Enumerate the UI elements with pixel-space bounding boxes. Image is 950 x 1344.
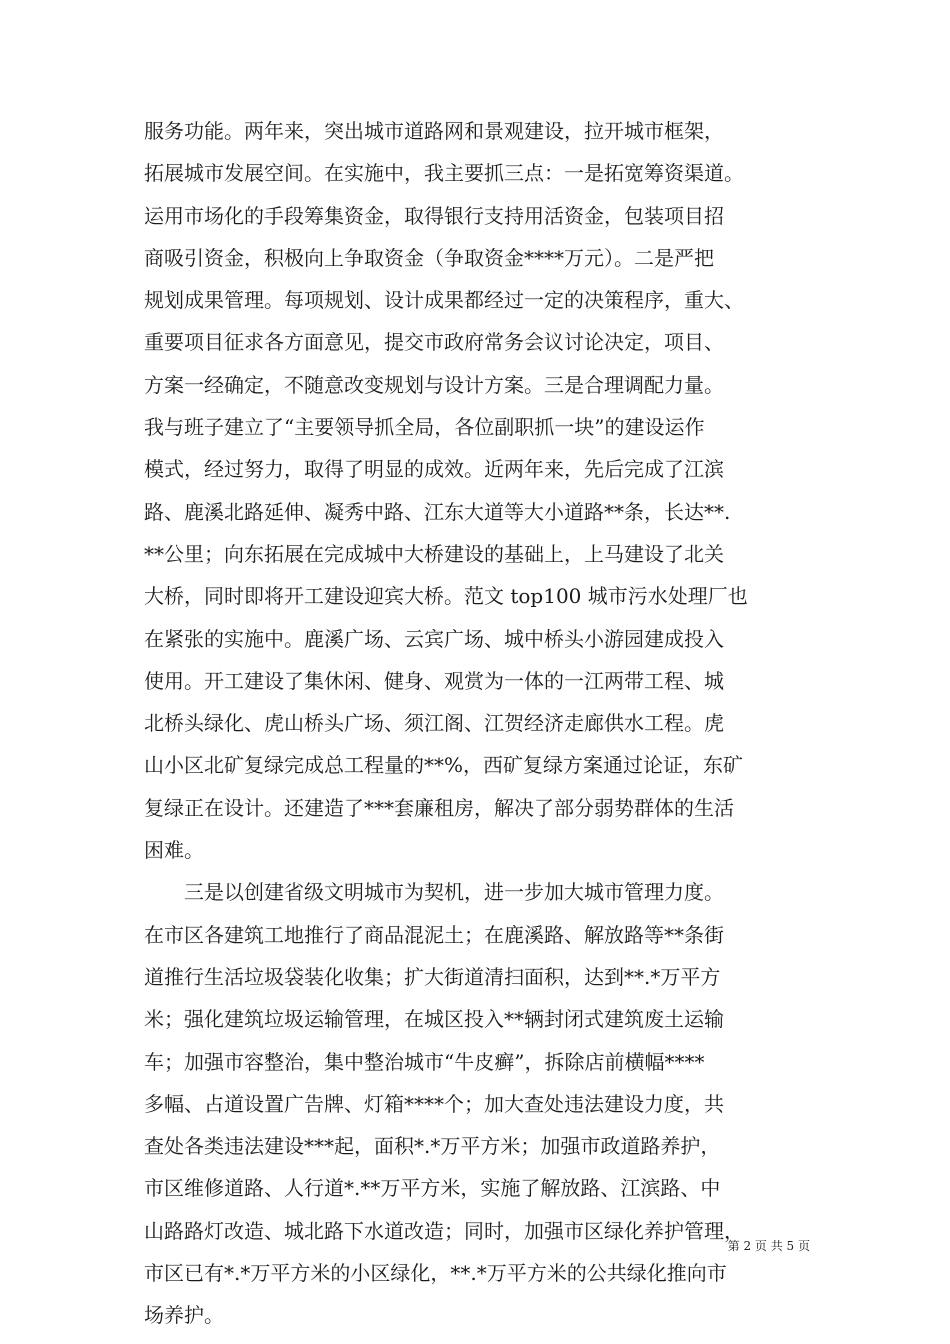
text-line: 山小区北矿复绿完成总工程量的**%，西矿复绿方案通过论证，东矿: [144, 753, 744, 778]
text-line: 商吸引资金，积极向上争取资金（争取资金****万元）。二是严把: [144, 245, 714, 270]
text-line: 规划成果管理。每项规划、设计成果都经过一定的决策程序，重大、: [144, 288, 744, 313]
text-line: 使用。开工建设了集休闲、健身、观赏为一体的一江两带工程、城: [144, 668, 724, 693]
text-line: 多幅、占道设置广告牌、灯箱****个；加大查处违法建设力度，共: [144, 1091, 724, 1116]
text-line: 市区已有*.*万平方米的小区绿化，**.*万平方米的公共绿化推向市: [144, 1261, 727, 1286]
text-line: 路、鹿溪北路延伸、凝秀中路、江东大道等大小道路**条，长达**.: [144, 499, 731, 524]
text-line: 模式，经过努力，取得了明显的成效。近两年来，先后完成了江滨: [144, 457, 724, 482]
text-line: 在紧张的实施中。鹿溪广场、云宾广场、城中桥头小游园建成投入: [144, 626, 724, 651]
text-line: 大桥，同时即将开工建设迎宾大桥。范文 top100 城市污水处理厂也: [144, 584, 748, 609]
text-line: 市区维修道路、人行道*.**万平方米，实施了解放路、江滨路、中: [144, 1176, 721, 1201]
document-body: [144, 110, 824, 1337]
text-line: **公里；向东拓展在完成城中大桥建设的基础上，上马建设了北关: [144, 541, 724, 566]
text-line: 在市区各建筑工地推行了商品混泥土；在鹿溪路、解放路等**条街: [144, 922, 724, 947]
text-line: 道推行生活垃圾袋装化收集；扩大街道清扫面积，达到**.*万平方: [144, 964, 721, 989]
text-line: 拓展城市发展空间。在实施中，我主要抓三点：一是拓宽筹资渠道。: [144, 161, 744, 186]
text-line: 复绿正在设计。还建造了***套廉租房，解决了部分弱势群体的生活: [144, 795, 734, 820]
text-line: 运用市场化的手段筹集资金，取得银行支持用活资金，包装项目招: [144, 203, 724, 228]
text-line: 方案一经确定，不随意改变规划与设计方案。三是合理调配力量。: [144, 372, 724, 397]
text-line: 车；加强市容整治，集中整治城市“牛皮癣”，拆除店前横幅****: [144, 1049, 705, 1074]
page-number-footer: 第 2 页 共 5 页: [727, 1239, 810, 1253]
text-line: 我与班子建立了“主要领导抓全局，各位副职抓一块”的建设运作: [144, 415, 705, 440]
text-line: 北桥头绿化、虎山桥头广场、须江阁、江贺经济走廊供水工程。虎: [144, 711, 724, 736]
text-line: 服务功能。两年来，突出城市道路网和景观建设，拉开城市框架，: [144, 119, 724, 143]
text-line: 场养护。: [144, 1303, 224, 1328]
text-line: 查处各类违法建设***起，面积*.*万平方米；加强市政道路养护，: [144, 1134, 721, 1159]
paragraph-first-line: 三是以创建省级文明城市为契机，进一步加大城市管理力度。: [184, 880, 724, 905]
text-line: 米；强化建筑垃圾运输管理，在城区投入**辆封闭式建筑废土运输: [144, 1007, 724, 1032]
text-line: 山路路灯改造、城北路下水道改造；同时，加强市区绿化养护管理，: [144, 1218, 744, 1243]
text-line: 困难。: [144, 838, 204, 863]
text-line: 重要项目征求各方面意见，提交市政府常务会议讨论决定，项目、: [144, 330, 724, 355]
